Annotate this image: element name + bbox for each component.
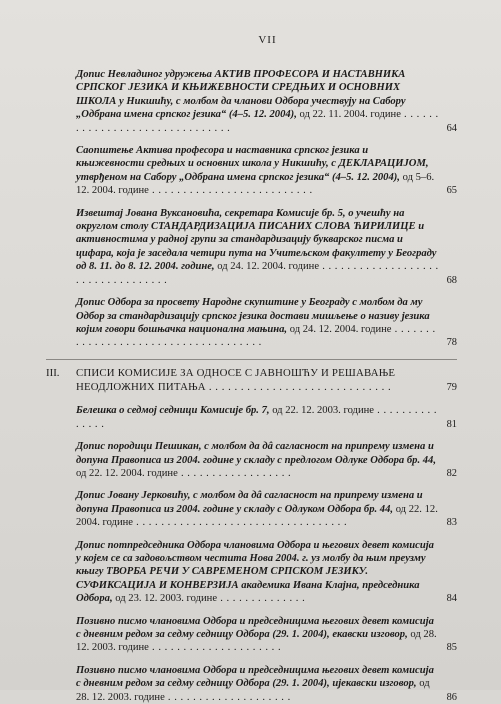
toc-entry-text: [76, 208, 439, 286]
entry-title-caps: СТАНДАРДИЗАЦИЈА ПИСАНИХ СЛОВА ЋИРИЛИЦЕ: [151, 221, 416, 233]
section-title: СПИСИ КОМИСИЈЕ ЗА ОДНОСЕ С ЈАВНОШЋУ И РЕШАВАЊЕ НЕОДЛОЖНИХ ПИТАЊА: [76, 366, 396, 393]
entry-description: и активностима у радној групи за стандардизацију букварског писма и цифара, која је заседала четири пута на Учитељском факултету у Београду од 8. 11. до 8. 12. 2004. године,: [76, 221, 437, 273]
toc-entry-text: [76, 297, 436, 348]
toc-entry: [48, 489, 457, 529]
entry-date: од 23. 12. 2003. године: [115, 593, 218, 605]
entry-description: Допис Одбора за просвету Народне скупштине у Београду с молбом да му Одбор за стандардизацију српског језика достави мишљење о називу језика којим говори бошњачка национална мањина,: [76, 297, 430, 335]
entry-date: од 22. 12. 2004. године: [76, 503, 438, 529]
toc-entries-after: [48, 404, 457, 704]
toc-page-number: 65: [446, 185, 457, 197]
toc-entry-text: [76, 540, 434, 605]
leader-dots: . . . . . . . . . . . . . . . . . . . . . . . . . . . . . . . . . . . . .: [76, 323, 436, 349]
leader-dots: . . . . . . . . . . . . . .: [217, 593, 306, 605]
leader-dots: . . . . . . . . . . . . . . . . . . . . . . . . . . . . . . . . . .: [133, 517, 348, 529]
toc-page-number: 83: [446, 517, 457, 529]
toc-entry-text: [76, 441, 436, 479]
toc-entry-text: [76, 490, 438, 528]
entry-date: од 28. 12. 2003. године: [76, 678, 430, 703]
page-number: VII: [258, 34, 277, 46]
toc-entry: [48, 404, 457, 431]
toc-page-number: 82: [446, 467, 457, 479]
entry-description: Допис породици Пешикан, с молбом да дâ сагласност на припрему измена и допуна Правописа из 2004. године у складу с предлогом Одлуке Одбора бр. 44,: [76, 441, 436, 466]
entry-date: од 22. 12. 2004. године: [76, 467, 178, 479]
entry-description: Допис потпредседника Одбора члановима Одбора и његових девет комисија у којем се са задовољством честита Нова 2004. г. уз молбу да њим преузму књигу: [76, 539, 434, 578]
toc-entry: [48, 207, 457, 287]
entry-description: у Никшићу, с молбом да чланови Одбора учествују на Сабору „Одбрана имена српског језика“ (4–5. 12. 2004),: [76, 95, 406, 121]
entry-date: од 5–6. 12. 2004. године: [76, 171, 435, 197]
entry-description: Допис Јовану Јерковићу, с молбом да дâ сагласност на припрему измена и допуна Правописа из 2004. године у складу с Одлуком Одбора бр. 44,: [76, 490, 423, 515]
toc-entry: [48, 440, 457, 480]
entry-description: Саопштење Актива професора и наставника српског језика и књижевности средњих и основних школа у Никшићу, с ДЕКЛАРАЦИЈОМ, утврђеном на Сабору „Одбрана имена српског језика“ (4–5. 12. 2004),: [76, 145, 429, 183]
leader-dots: . . . . . . . . . . . . . . . . . .: [177, 467, 292, 479]
entry-description: Белешка о седмој седници Комисије бр. 7,: [76, 405, 273, 417]
toc-page-number: 86: [446, 691, 457, 703]
toc-page-number: 81: [446, 418, 457, 430]
entry-date: од 22. 12. 2003. године: [272, 405, 374, 417]
entry-date: од 22. 11. 2004. године: [299, 109, 401, 121]
toc-entries-before: [48, 68, 457, 350]
toc-page-number: 85: [446, 642, 457, 654]
toc-entry: [48, 144, 457, 198]
toc-entry-text: [76, 665, 434, 703]
entry-title-caps: АКТИВ ПРОФЕСОРА И НАСТАВНИКА СРПСКОГ ЈЕЗИКА И КЊИЖЕВНОСТИ СРЕДЊИХ И ОСНОВНИХ ШКОЛА: [76, 69, 406, 107]
toc-page-number: 84: [446, 593, 457, 605]
toc-entry: [48, 664, 457, 704]
leader-dots: . . . . . . . . . . . . . . .: [76, 405, 437, 430]
toc-entry-text: [76, 69, 439, 134]
leader-dots: . . . . . . . . . . . . . . . . . . . .: [164, 691, 291, 703]
entry-description: Извештај Јована Вуксановића, секретара Комисије бр. 5, о учешћу на округлом столу: [76, 207, 405, 233]
section-number: III.: [46, 366, 60, 379]
entry-description: Допис Невладиног удружења: [76, 69, 215, 80]
toc-page-number: 64: [446, 122, 457, 134]
toc-entry: [48, 615, 457, 655]
toc-page-number: 68: [446, 274, 457, 286]
toc-entry-text: [76, 145, 434, 196]
toc-entry: [48, 68, 457, 135]
toc-entry: [48, 296, 457, 350]
leader-dots: . . . . . . . . . . . . . . . . . . . . . . . . . . . . . . . . . .: [76, 261, 439, 286]
entry-date: од 28. 12. 2003. године: [76, 629, 437, 654]
leader-dots: . . . . . . . . . . . . . . . . . . . . . . . . . .: [148, 185, 313, 197]
section-page: 79: [446, 381, 457, 393]
entry-description: академика Ивана Клајна, председника Одбора,: [76, 579, 420, 605]
leader-dots: . . . . . . . . . . . . . . . . . . . . . . . . . . . . .: [205, 380, 392, 393]
entry-title-caps: ТВОРБА РЕЧИ У САВРЕМЕНОМ СРПСКОМ ЈЕЗИКУ. СУФИКСАЦИЈА И КОНВЕРЗИЈА: [76, 566, 369, 591]
leader-dots: . . . . . . . . . . . . . . . . . . . . .: [148, 642, 282, 654]
toc-entry-text: [76, 616, 437, 654]
entry-date: од 24. 12. 2004. године: [289, 323, 392, 335]
entry-date: од 24. 12. 2004. године: [217, 261, 320, 273]
entry-description: Позивно писмо члановима Одбора и председницима његових девет комисија с дневним редом за седму седницу Одбора (29. 1. 2004), екавски изговор,: [76, 615, 434, 640]
toc-entry-text: [76, 405, 437, 429]
toc-entry: [48, 539, 457, 606]
section-heading: [46, 359, 457, 395]
leader-dots: . . . . . . . . . . . . . . . . . . . . . . . . . . . . . . .: [76, 109, 439, 134]
entry-description: Позивно писмо члановима Одбора и председницима његових девет комисија с дневним редом за седму седницу Одбора (29. 1. 2004), ијекавски изговор,: [76, 664, 434, 690]
toc-page-number: 78: [446, 337, 457, 349]
